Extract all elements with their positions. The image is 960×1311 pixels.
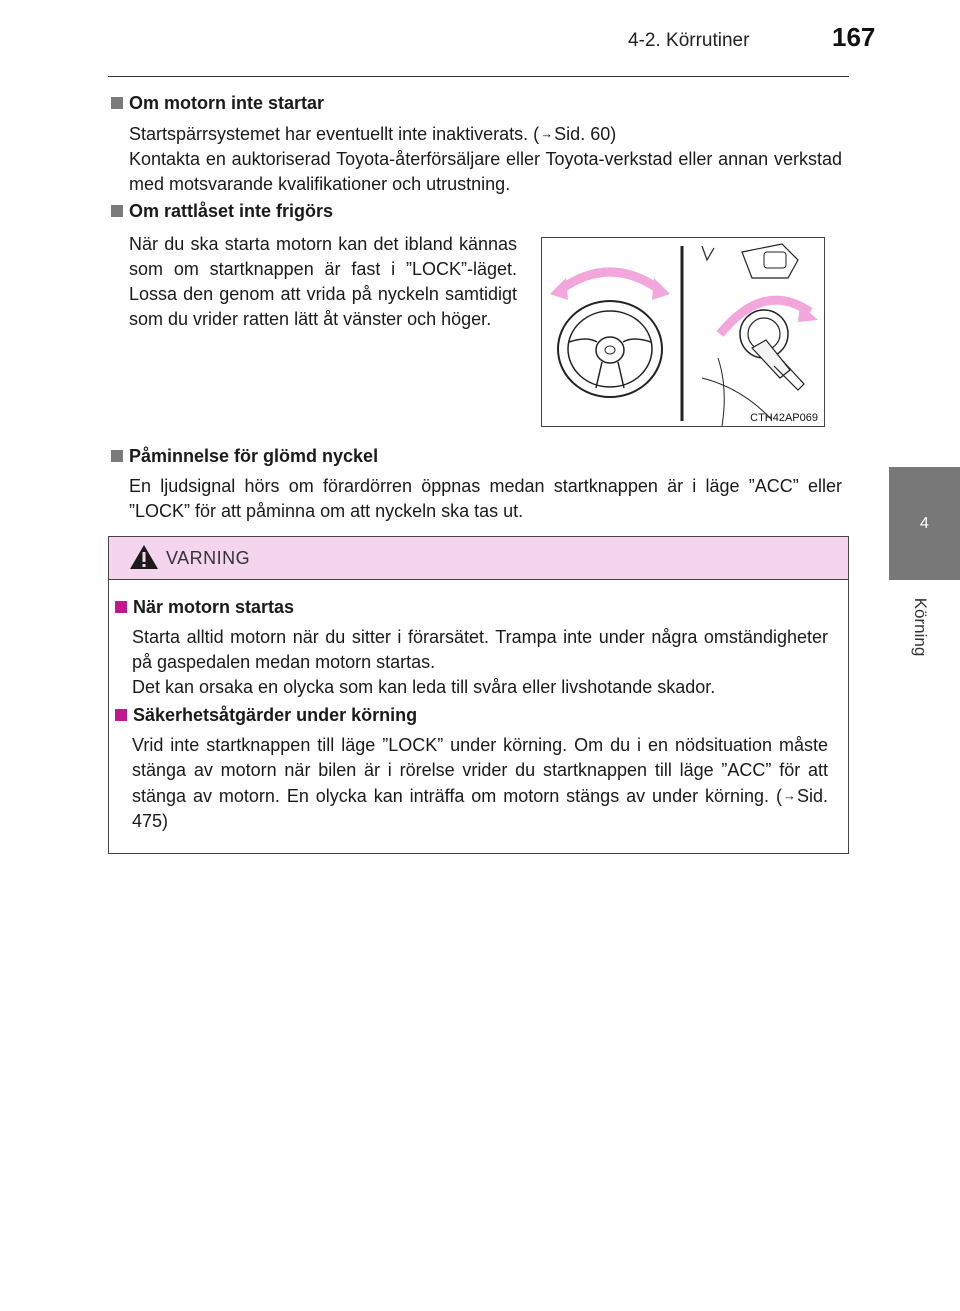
arrow-right-icon: → [782, 788, 796, 803]
chapter-number: 4 [920, 515, 929, 532]
warning-triangle-icon [129, 543, 159, 571]
chapter-label [905, 593, 935, 663]
section-heading: Påminnelse för glömd nyckel [111, 446, 378, 467]
body-line: Kontakta en auktoriserad Toyota-återförsäljare eller Toyota-verkstad eller annan verkstad med motsvarande kvalifikationer och utrustning. [129, 149, 842, 194]
warning-item-heading: När motorn startas [115, 597, 294, 618]
body-line: En ljudsignal hörs om förardörren öppnas medan startknappen är i läge ”ACC” eller ”LOCK” för att påminna om att nyckeln ska tas ut. [129, 476, 842, 521]
square-bullet-icon [111, 205, 123, 217]
section-body [129, 121, 842, 197]
square-bullet-icon [115, 709, 127, 721]
steering-wheel-icon [542, 238, 824, 426]
page-number: 167 [832, 22, 876, 52]
square-bullet-icon [111, 97, 123, 109]
page-reference-link[interactable]: Sid. 475) [132, 786, 828, 831]
chapter-label-text: Körning [911, 597, 930, 657]
warning-item-body [132, 733, 828, 834]
section-heading: Om motorn inte startar [111, 93, 324, 114]
warning-item-body [132, 625, 828, 700]
page-reference-link[interactable]: Sid. 60) [554, 124, 617, 144]
arrow-right-icon: → [540, 126, 554, 141]
warning-item-heading: Säkerhetsåtgärder under körning [115, 705, 417, 726]
body-line: Starta alltid motorn när du sitter i förarsätet. Trampa inte under några omständigheter på gaspedalen medan motorn startas. [132, 627, 828, 672]
warning-title: VARNING [166, 548, 251, 568]
section-body: När du ska starta motorn kan det ibland kännas som om startknappen är fast i ”LOCK”-läget. Lossa den genom att vrida på nyckeln samtidigt som du vrider ratten lätt åt vänster och höger. [129, 234, 517, 329]
warning-box [108, 536, 849, 854]
steering-wheel-and-key-illustration [541, 237, 825, 427]
header-divider [108, 76, 849, 77]
header-section-title: 4-2. Körrutiner [628, 30, 750, 51]
body-line: Startspärrsystemet har eventuellt inte inaktiverats. (→Sid. 60) [129, 121, 842, 147]
body-line: Vrid inte startknappen till läge ”LOCK” under körning. Om du i en nödsituation måste stänga av motorn när bilen är i rörelse vrider du startknappen till läge ”ACC” för att stänga av motorn. En olycka kan inträffa om motorn stängs av under körning. (→Sid. 475) [132, 735, 828, 831]
figure-code: CTH42AP069 [750, 412, 818, 424]
section-body [129, 474, 842, 524]
section-heading: Om rattlåset inte frigörs [111, 201, 333, 222]
warning-header [109, 537, 848, 580]
square-bullet-icon [111, 450, 123, 462]
body-line: Det kan orsaka en olycka som kan leda till svåra eller livshotande skador. [132, 677, 716, 697]
square-bullet-icon [115, 601, 127, 613]
chapter-tab [889, 467, 960, 580]
